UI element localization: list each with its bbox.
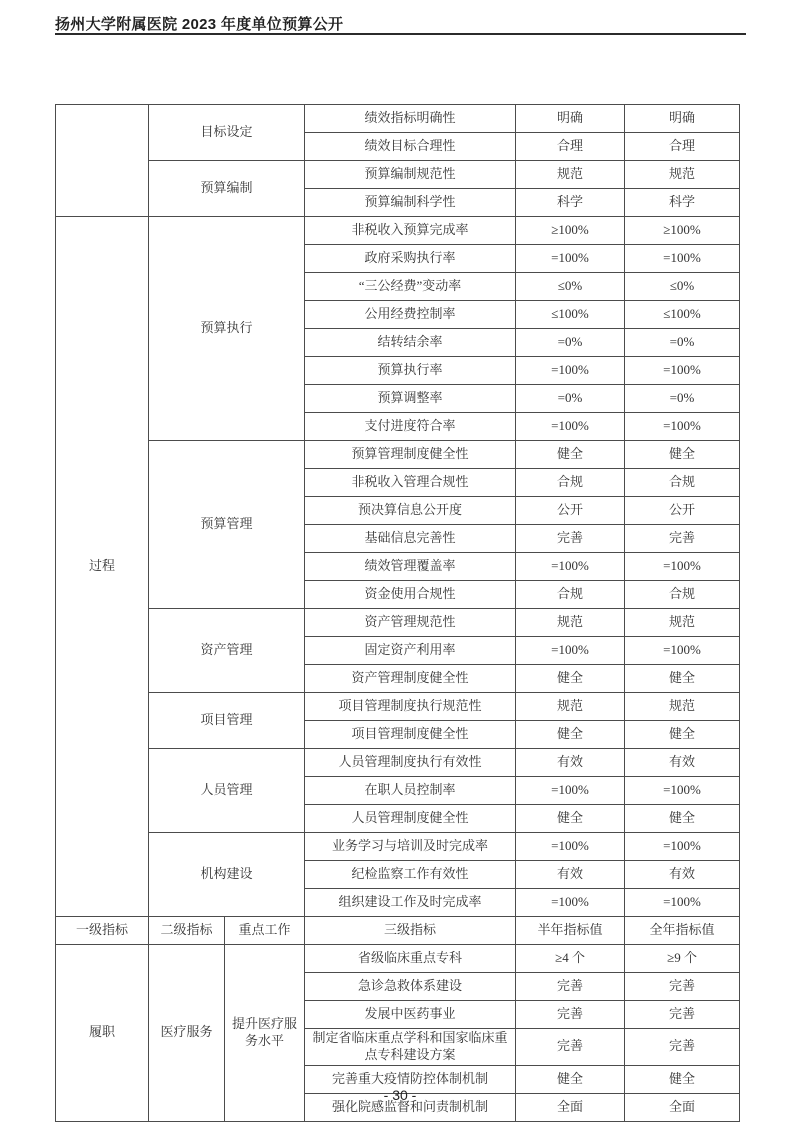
full-year-value-cell: =100% <box>625 357 740 385</box>
full-year-value-cell: 健全 <box>625 665 740 693</box>
full-year-value-cell: ≥9 个 <box>625 945 740 973</box>
level2-group-cell: 目标设定 <box>149 105 305 161</box>
level2-medical-service-cell: 医疗服务 <box>149 945 225 1122</box>
half-year-value-cell: ≤0% <box>516 273 625 301</box>
half-year-value-cell: 合规 <box>516 581 625 609</box>
indicator-cell: 绩效指标明确性 <box>305 105 516 133</box>
full-year-value-cell: 完善 <box>625 1029 740 1066</box>
full-year-value-cell: 明确 <box>625 105 740 133</box>
full-year-value-cell: =100% <box>625 637 740 665</box>
keywork-cell: 提升医疗服务水平 <box>225 945 305 1122</box>
full-year-value-cell: 公开 <box>625 497 740 525</box>
half-year-value-cell: 完善 <box>516 1029 625 1066</box>
full-year-value-cell: 有效 <box>625 749 740 777</box>
indicator-cell: 绩效目标合理性 <box>305 133 516 161</box>
full-year-value-cell: 健全 <box>625 1065 740 1093</box>
full-year-value-cell: 健全 <box>625 441 740 469</box>
half-year-value-cell: =100% <box>516 889 625 917</box>
half-year-value-cell: 科学 <box>516 189 625 217</box>
half-year-value-cell: 完善 <box>516 973 625 1001</box>
indicator-cell: 资金使用合规性 <box>305 581 516 609</box>
half-year-value-cell: 有效 <box>516 749 625 777</box>
indicator-cell: 资产管理制度健全性 <box>305 665 516 693</box>
half-year-value-cell: 明确 <box>516 105 625 133</box>
indicator-cell: 支付进度符合率 <box>305 413 516 441</box>
half-year-value-cell: 健全 <box>516 665 625 693</box>
table-header-row <box>56 917 740 945</box>
indicator-cell: 基础信息完善性 <box>305 525 516 553</box>
half-year-value-cell: ≥100% <box>516 217 625 245</box>
half-year-value-cell: 规范 <box>516 609 625 637</box>
full-year-value-cell: 合规 <box>625 469 740 497</box>
full-year-value-cell: =100% <box>625 413 740 441</box>
column-header-halfyear: 半年指标值 <box>516 917 625 945</box>
column-header-fullyear: 全年指标值 <box>625 917 740 945</box>
page-number: - 30 - <box>383 1087 417 1103</box>
indicator-cell: 完善重大疫情防控体制机制 <box>305 1065 516 1093</box>
half-year-value-cell: 规范 <box>516 693 625 721</box>
performance-indicator-table <box>55 104 740 1122</box>
full-year-value-cell: =0% <box>625 385 740 413</box>
full-year-value-cell: 完善 <box>625 973 740 1001</box>
half-year-value-cell: =100% <box>516 833 625 861</box>
full-year-value-cell: =100% <box>625 833 740 861</box>
table-row <box>56 749 740 777</box>
indicator-cell: 组织建设工作及时完成率 <box>305 889 516 917</box>
indicator-cell: 制定省临床重点学科和国家临床重点专科建设方案 <box>305 1029 516 1066</box>
level2-group-cell: 预算执行 <box>149 217 305 441</box>
full-year-value-cell: 科学 <box>625 189 740 217</box>
title-divider <box>55 33 746 35</box>
half-year-value-cell: =100% <box>516 777 625 805</box>
indicator-cell: 项目管理制度健全性 <box>305 721 516 749</box>
indicator-cell: 省级临床重点专科 <box>305 945 516 973</box>
level2-group-cell: 预算管理 <box>149 441 305 609</box>
indicator-cell: 非税收入管理合规性 <box>305 469 516 497</box>
indicator-cell: 预算管理制度健全性 <box>305 441 516 469</box>
indicator-cell: 发展中医药事业 <box>305 1001 516 1029</box>
indicator-cell: 预决算信息公开度 <box>305 497 516 525</box>
full-year-value-cell: ≥100% <box>625 217 740 245</box>
half-year-value-cell: =100% <box>516 245 625 273</box>
full-year-value-cell: =100% <box>625 245 740 273</box>
indicator-cell: 在职人员控制率 <box>305 777 516 805</box>
level2-group-cell: 资产管理 <box>149 609 305 693</box>
indicator-cell: 纪检监察工作有效性 <box>305 861 516 889</box>
table-row <box>56 161 740 189</box>
indicator-cell: 急诊急救体系建设 <box>305 973 516 1001</box>
level2-group-cell: 项目管理 <box>149 693 305 749</box>
indicator-cell: 业务学习与培训及时完成率 <box>305 833 516 861</box>
full-year-value-cell: 规范 <box>625 609 740 637</box>
indicator-cell: 预算编制科学性 <box>305 189 516 217</box>
indicator-cell: 强化院感监督和问责制机制 <box>305 1093 516 1121</box>
indicator-cell: 非税收入预算完成率 <box>305 217 516 245</box>
column-header-keywork: 重点工作 <box>225 917 305 945</box>
half-year-value-cell: =100% <box>516 553 625 581</box>
column-header-level2: 二级指标 <box>149 917 225 945</box>
indicator-cell: 政府采购执行率 <box>305 245 516 273</box>
level1-process-cell: 过程 <box>56 217 149 917</box>
indicator-cell: 固定资产利用率 <box>305 637 516 665</box>
column-header-level1: 一级指标 <box>56 917 149 945</box>
full-year-value-cell: ≤100% <box>625 301 740 329</box>
half-year-value-cell: 完善 <box>516 525 625 553</box>
table-row <box>56 945 740 973</box>
indicator-cell: 绩效管理覆盖率 <box>305 553 516 581</box>
indicator-cell: 资产管理规范性 <box>305 609 516 637</box>
half-year-value-cell: 健全 <box>516 721 625 749</box>
half-year-value-cell: 健全 <box>516 805 625 833</box>
indicator-cell: 结转结余率 <box>305 329 516 357</box>
half-year-value-cell: 健全 <box>516 441 625 469</box>
half-year-value-cell: 健全 <box>516 1065 625 1093</box>
full-year-value-cell: =100% <box>625 777 740 805</box>
indicator-cell: 公用经费控制率 <box>305 301 516 329</box>
half-year-value-cell: 有效 <box>516 861 625 889</box>
indicator-cell: 人员管理制度健全性 <box>305 805 516 833</box>
level2-group-cell: 预算编制 <box>149 161 305 217</box>
full-year-value-cell: 健全 <box>625 721 740 749</box>
full-year-value-cell: 合规 <box>625 581 740 609</box>
full-year-value-cell: 规范 <box>625 161 740 189</box>
indicator-cell: 预算编制规范性 <box>305 161 516 189</box>
half-year-value-cell: =100% <box>516 357 625 385</box>
half-year-value-cell: 公开 <box>516 497 625 525</box>
level1-empty-cell <box>56 105 149 217</box>
column-header-level3: 三级指标 <box>305 917 516 945</box>
table-row <box>56 609 740 637</box>
page-title: 扬州大学附属医院 2023 年度单位预算公开 <box>55 16 344 33</box>
table-row <box>56 105 740 133</box>
table-row <box>56 833 740 861</box>
full-year-value-cell: 完善 <box>625 525 740 553</box>
half-year-value-cell: 规范 <box>516 161 625 189</box>
indicator-cell: 人员管理制度执行有效性 <box>305 749 516 777</box>
indicator-cell: “三公经费”变动率 <box>305 273 516 301</box>
half-year-value-cell: 合理 <box>516 133 625 161</box>
table-row <box>56 693 740 721</box>
half-year-value-cell: =0% <box>516 385 625 413</box>
full-year-value-cell: 完善 <box>625 1001 740 1029</box>
half-year-value-cell: 完善 <box>516 1001 625 1029</box>
full-year-value-cell: =0% <box>625 329 740 357</box>
level2-group-cell: 人员管理 <box>149 749 305 833</box>
half-year-value-cell: =100% <box>516 637 625 665</box>
full-year-value-cell: 合理 <box>625 133 740 161</box>
full-year-value-cell: ≤0% <box>625 273 740 301</box>
full-year-value-cell: 健全 <box>625 805 740 833</box>
level1-duty-cell: 履职 <box>56 945 149 1122</box>
level2-group-cell: 机构建设 <box>149 833 305 917</box>
full-year-value-cell: 规范 <box>625 693 740 721</box>
full-year-value-cell: =100% <box>625 889 740 917</box>
indicator-cell: 预算执行率 <box>305 357 516 385</box>
indicator-cell: 预算调整率 <box>305 385 516 413</box>
table-row <box>56 441 740 469</box>
table-row <box>56 217 740 245</box>
half-year-value-cell: 合规 <box>516 469 625 497</box>
half-year-value-cell: 全面 <box>516 1093 625 1121</box>
indicator-cell: 项目管理制度执行规范性 <box>305 693 516 721</box>
full-year-value-cell: 全面 <box>625 1093 740 1121</box>
half-year-value-cell: ≥4 个 <box>516 945 625 973</box>
full-year-value-cell: =100% <box>625 553 740 581</box>
half-year-value-cell: =0% <box>516 329 625 357</box>
half-year-value-cell: =100% <box>516 413 625 441</box>
half-year-value-cell: ≤100% <box>516 301 625 329</box>
full-year-value-cell: 有效 <box>625 861 740 889</box>
